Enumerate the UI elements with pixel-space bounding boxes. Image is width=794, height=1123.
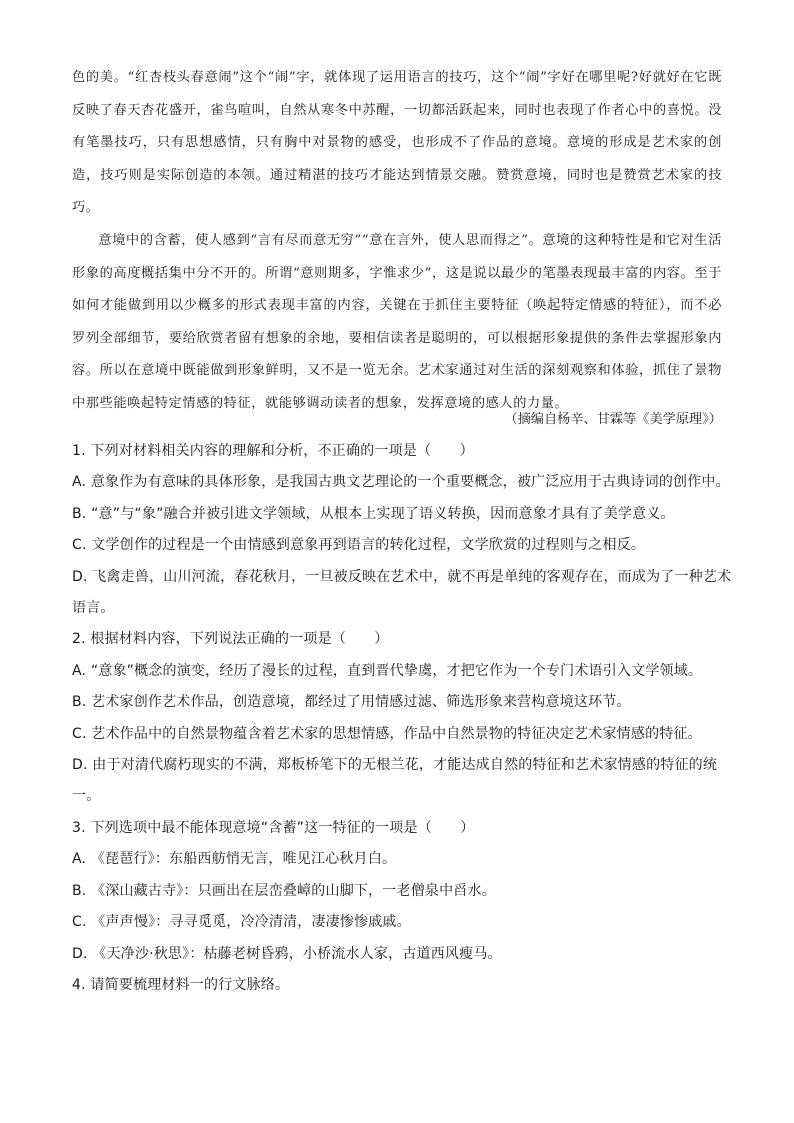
question-list	[72, 436, 732, 1001]
question-3-option-b: B. 《深山藏古寺》：只画出在层峦叠嶂的山脚下，一老僧泉中舀水。	[72, 882, 496, 899]
question-1-option-a: A. 意象作为有意味的具体形象，是我国古典文艺理论的一个重要概念，被广泛应用于古典诗词的创作中。	[72, 474, 730, 491]
question-3-stem: 3. 下列选项中最不能体现意境“含蓄”这一特征的一项是（ ）	[72, 819, 475, 836]
passage-paragraph: 色的美。“红杏枝头春意闹”这个“闹”字，就体现了运用语言的技巧，这个“闹”字好在哪里呢?好就好在它既反映了春天杏花盛开，雀鸟喧叫，自然从寒冬中苏醒，一切都活跃起来，同时也表现了作者心中的喜悦。没有笔墨技巧，只有思想感情，只有胸中对景物的感受，也形成不了作品的意境。意境的形成是艺术家的创造，技巧则是实际创造的本领。通过精湛的技巧才能达到情景交融。赞赏意境，同时也是赞赏艺术家的技巧。	[72, 70, 722, 216]
passage-source: （摘编自杨辛、甘霖等《美学原理》）	[504, 412, 722, 427]
reading-passage	[72, 62, 722, 421]
question-3-option-c: C. 《声声慢》：寻寻觅觅，冷冷清清，凄凄惨惨戚戚。	[72, 914, 411, 931]
question-2-option-c: C. 艺术作品中的自然景物蕴含着艺术家的思想情感，作品中自然景物的特征决定艺术家情感的特征。	[72, 725, 702, 742]
question-2-stem: 2. 根据材料内容，下列说法正确的一项是（ ）	[72, 631, 389, 648]
question-1-option-d: D. 飞禽走兽，山川河流，春花秋月，一旦被反映在艺术中，就不再是单纯的客观存在，而成为了一种艺术语言。	[72, 568, 732, 617]
question-3-option-a: A. 《琵琶行》：东船西舫悄无言，唯见江心秋月白。	[72, 851, 397, 868]
question-1-option-b: B. “意”与“象”融合并被引进文学领域，从根本上实现了语义转换，因而意象才具有了美学意义。	[72, 505, 675, 522]
question-1-option-c: C. 文学创作的过程是一个由情感到意象再到语言的转化过程，文学欣赏的过程则与之相反。	[72, 537, 646, 554]
question-4-stem: 4. 请简要梳理材料一的行文脉络。	[72, 976, 290, 993]
passage-paragraph: 意境中的含蓄，使人感到“言有尽而意无穷”“意在言外，使人思而得之”。意境的这种特性是和它对生活形象的高度概括集中分不开的。所谓“意则期多，字惟求少”，这是说以最少的笔墨表现最丰富的内容。至于如何才能做到用以少概多的形式表现丰富的内容，关键在于抓住主要特征（唤起特定情感的特征），而不必罗列全部细节，要给欣赏者留有想象的余地，要相信读者是聪明的，可以根据形象提供的条件去掌握形象内容。所以在意境中既能做到形象鲜明，又不是一览无余。艺术家通过对生活的深刻观察和体验，抓住了景物中那些能唤起特定情感的特征，就能够调动读者的想象，发挥意境的感人的力量。	[72, 232, 722, 411]
question-2-option-b: B. 艺术家创作艺术作品，创造意境，都经过了用情感过滤、筛选形象来营构意境这环节。	[72, 694, 631, 711]
question-2-option-a: A. “意象”概念的演变，经历了漫长的过程，直到晋代挚虞，才把它作为一个专门术语引入文学领域。	[72, 662, 703, 679]
question-3-option-d: D. 《天净沙·秋思》：枯藤老树昏鸦，小桥流水人家，古道西风瘦马。	[72, 945, 502, 962]
question-2-option-d: D. 由于对清代腐朽现实的不满，郑板桥笔下的无根兰花，才能达成自然的特征和艺术家情感的特征的统一。	[72, 757, 718, 805]
question-1-stem: 1. 下列对材料相关内容的理解和分析，不正确的一项是（ ）	[72, 443, 474, 459]
